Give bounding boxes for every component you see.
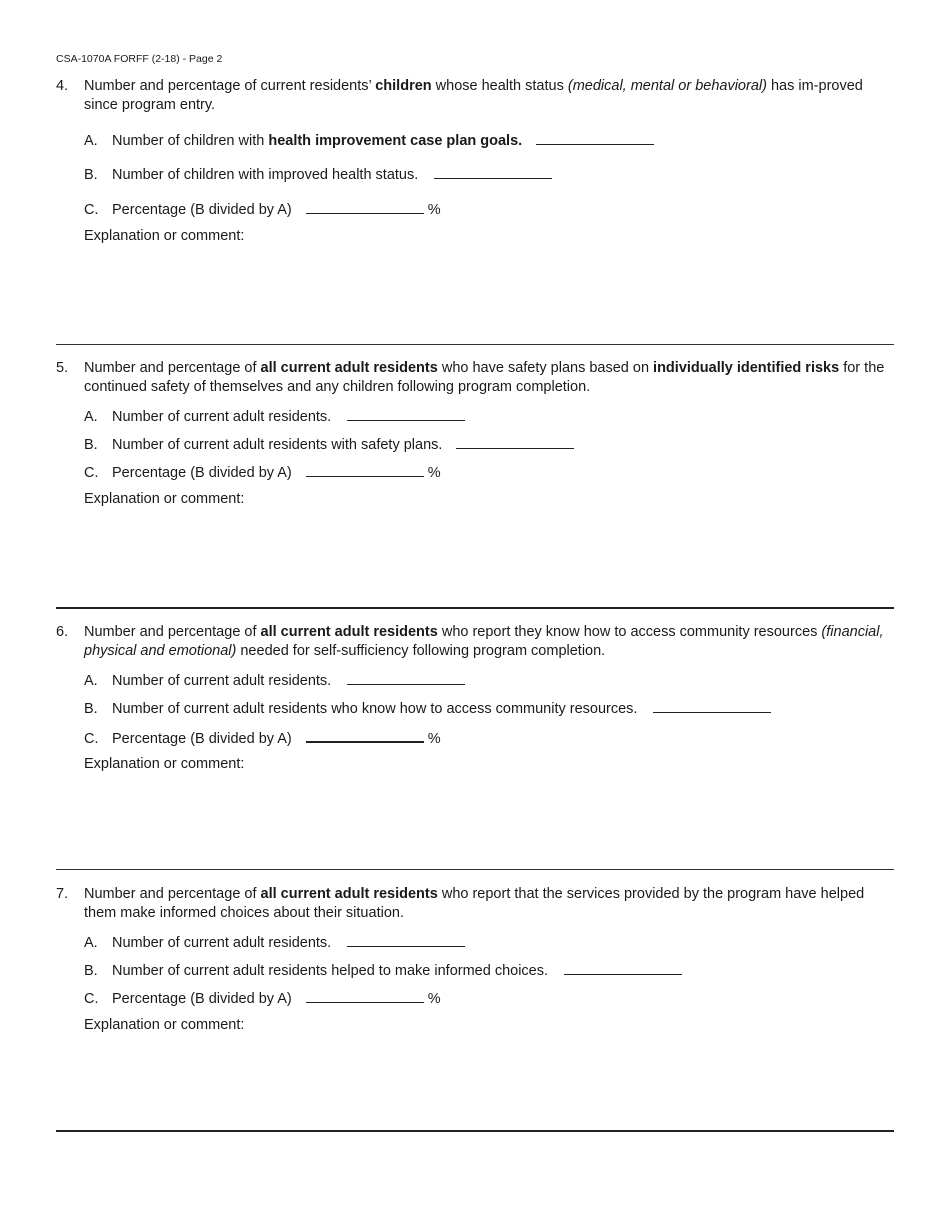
question-5-item-a: A. Number of current adult residents. bbox=[84, 406, 465, 427]
section-divider bbox=[56, 344, 894, 345]
access-resources-field[interactable] bbox=[653, 698, 771, 713]
question-7-item-a: A. Number of current adult residents. bbox=[84, 932, 465, 953]
question-4 bbox=[56, 77, 894, 115]
question-text: Number and percentage of all current adult residents who report that the services provided by the program have helped them make informed choices about their situation. bbox=[84, 886, 865, 921]
form-header: CSA-1070A FORFF (2-18) - Page 2 bbox=[56, 53, 223, 65]
question-number: 7. bbox=[56, 886, 69, 902]
question-6-item-a: A. Number of current adult residents. bbox=[84, 670, 465, 691]
explanation-label: Explanation or comment: bbox=[84, 228, 245, 244]
question-text: Number and percentage of current residents’ children whose health status (medical, mental or behavioral) has im-proved since program entry. bbox=[84, 78, 863, 113]
question-6 bbox=[56, 623, 894, 661]
question-number: 4. bbox=[56, 78, 69, 94]
section-divider bbox=[56, 607, 894, 609]
question-text: Number and percentage of all current adult residents who have safety plans based on individually identified risks for the continued safety of themselves and any children following program completion. bbox=[84, 360, 885, 395]
question-4-item-a: A. Number of children with health improvement case plan goals. bbox=[84, 130, 654, 151]
question-4-item-c: C. Percentage (B divided by A) % bbox=[84, 199, 441, 220]
question-text: Number and percentage of all current adult residents who report they know how to access community resources (financial, physical and emotional) needed for self-sufficiency following program completion. bbox=[84, 624, 884, 659]
question-7 bbox=[56, 885, 894, 923]
question-6-item-b: B. Number of current adult residents who know how to access community resources. bbox=[84, 698, 771, 719]
question-7-item-c: C. Percentage (B divided by A) % bbox=[84, 988, 441, 1009]
safety-plans-field[interactable] bbox=[456, 434, 574, 449]
question-number: 6. bbox=[56, 624, 69, 640]
section-divider bbox=[56, 869, 894, 870]
percentage-field[interactable] bbox=[306, 727, 424, 743]
question-4-item-b: B. Number of children with improved health status. bbox=[84, 164, 552, 185]
question-6-item-c: C. Percentage (B divided by A) % bbox=[84, 727, 441, 749]
question-5-item-b: B. Number of current adult residents with safety plans. bbox=[84, 434, 574, 455]
question-number: 5. bbox=[56, 360, 69, 376]
question-5-item-c: C. Percentage (B divided by A) % bbox=[84, 462, 441, 483]
section-divider bbox=[56, 1130, 894, 1132]
percentage-field[interactable] bbox=[306, 199, 424, 214]
percentage-field[interactable] bbox=[306, 462, 424, 477]
adult-residents-field[interactable] bbox=[347, 670, 465, 685]
question-7-item-b: B. Number of current adult residents helped to make informed choices. bbox=[84, 960, 682, 981]
explanation-label: Explanation or comment: bbox=[84, 756, 245, 772]
children-improved-field[interactable] bbox=[434, 164, 552, 179]
explanation-label: Explanation or comment: bbox=[84, 491, 245, 507]
percentage-field[interactable] bbox=[306, 988, 424, 1003]
children-with-goals-field[interactable] bbox=[536, 130, 654, 145]
question-5 bbox=[56, 359, 894, 397]
informed-choices-field[interactable] bbox=[564, 960, 682, 975]
adult-residents-field[interactable] bbox=[347, 406, 465, 421]
explanation-label: Explanation or comment: bbox=[84, 1017, 245, 1033]
adult-residents-field[interactable] bbox=[347, 932, 465, 947]
